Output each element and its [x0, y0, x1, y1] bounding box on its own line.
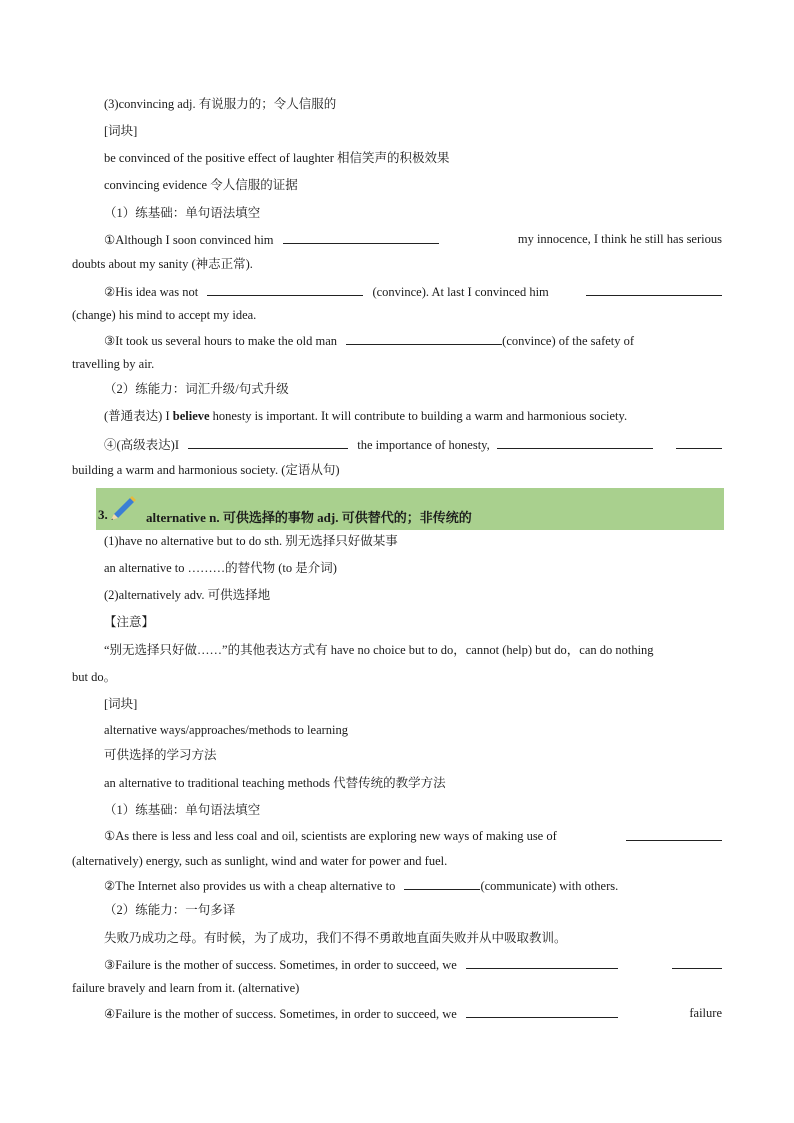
question-4: ④(高级表达)I the importance of honesty, [104, 436, 657, 453]
question-3: ③It took us several hours to make the old man (convince) of the safety of [104, 334, 635, 348]
answer-blank[interactable] [207, 283, 363, 296]
answer-blank[interactable] [283, 231, 439, 244]
usage-1: (1)have no alternative but to do sth. 别无选择只好做某事 [104, 534, 398, 548]
answer-blank[interactable] [346, 332, 502, 345]
cikuai-label: [词块] [104, 697, 138, 711]
question-3: ③Failure is the mother of success. Sometimes, in order to succeed, we [104, 956, 624, 973]
answer-blank[interactable] [466, 1005, 618, 1018]
normal-expression: (普通表达) I believe honesty is important. It will contribute to building a warm and harmonious society. [104, 409, 628, 423]
note-text: “别无选择只好做……”的其他表达方式有 have no choice but to do，cannot (help) but do，can do nothing [104, 643, 654, 657]
question-1-cont: my innocence, I think he still has serious [517, 232, 722, 246]
question-1: ①As there is less and less coal and oil, scientists are exploring new ways of making use of [104, 829, 557, 843]
phrase-convincing-evidence: convincing evidence 令人信服的证据 [104, 178, 298, 192]
note-label: 【注意】 [104, 615, 155, 629]
question-1: ①Although I soon convinced him [104, 231, 445, 248]
phrase-alternative-ways-cn: 可供选择的学习方法 [104, 748, 217, 762]
phrase-alternative-to-traditional: an alternative to traditional teaching methods 代替传统的教学方法 [104, 776, 446, 790]
answer-blank-right[interactable] [586, 283, 722, 300]
usage-2: (2)alternatively adv. 可供选择地 [104, 588, 271, 602]
item-convincing: (3)convincing adj. 有说服力的；令人信服的 [104, 97, 337, 111]
phrase-convinced-of: be convinced of the positive effect of laughter 相信笑声的积极效果 [104, 151, 450, 165]
section-number: 3. [98, 507, 108, 522]
section-heading: alternative n. 可供选择的事物 adj. 可供替代的；非传统的 [146, 510, 472, 525]
answer-blank-right[interactable] [626, 828, 722, 845]
question-3-line2: failure bravely and learn from it. (alternative) [72, 981, 300, 995]
cikuai-label: [词块] [104, 124, 138, 138]
phrase-alternative-ways: alternative ways/approaches/methods to learning [104, 723, 349, 737]
question-2: ②His idea was not (convince). At last I convinced him [104, 285, 549, 299]
answer-blank[interactable] [404, 877, 480, 890]
pencil-icon [108, 494, 136, 520]
question-1-line2: doubts about my sanity (神志正常). [72, 257, 253, 271]
answer-blank[interactable] [497, 436, 653, 449]
question-1-line2: (alternatively) energy, such as sunlight, wind and water for power and fuel. [72, 854, 448, 868]
exercise-ability-heading: （2）练能力：词汇升级/句式升级 [104, 382, 289, 396]
answer-blank-right[interactable] [676, 436, 722, 453]
exercise-basic-heading: （1）练基础：单句语法填空 [104, 803, 261, 817]
question-4-cont: failure [689, 1006, 722, 1020]
answer-blank[interactable] [188, 436, 348, 449]
exercise-translate-heading: （2）练能力：一句多译 [104, 903, 236, 917]
question-4: ④Failure is the mother of success. Sometimes, in order to succeed, we [104, 1005, 624, 1022]
question-2-line2: (change) his mind to accept my idea. [72, 308, 257, 322]
usage-alternative-to: an alternative to ………的替代物 (to 是介词) [104, 561, 337, 575]
chinese-sentence: 失败乃成功之母。有时候，为了成功，我们不得不勇敢地直面失败并从中吸取教训。 [104, 931, 567, 945]
question-2: ②The Internet also provides us with a cheap alternative to (communicate) with others. [104, 879, 619, 893]
exercise-basic-heading: （1）练基础：单句语法填空 [104, 206, 261, 220]
answer-blank-right[interactable] [672, 956, 722, 973]
answer-blank[interactable] [466, 956, 618, 969]
note-text-line2: but do。 [72, 670, 117, 684]
question-3-line2: travelling by air. [72, 357, 155, 371]
question-4-line2: building a warm and harmonious society. (定语从句) [72, 463, 340, 477]
